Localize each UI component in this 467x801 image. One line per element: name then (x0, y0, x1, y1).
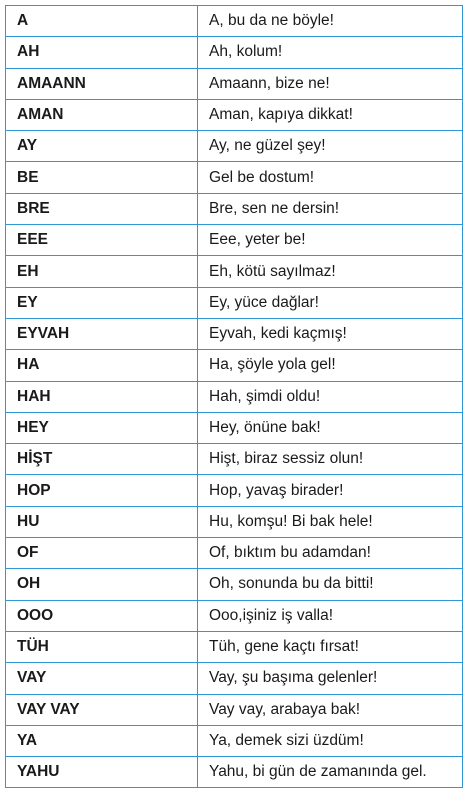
table-body (6, 6, 463, 788)
example-sentence: Hah, şimdi oldu! (198, 381, 463, 412)
table-row (6, 37, 463, 68)
interjection-word: A (6, 6, 198, 37)
interjection-word: YA (6, 725, 198, 756)
table-row (6, 475, 463, 506)
example-sentence: Oh, sonunda bu da bitti! (198, 569, 463, 600)
example-sentence: Vay vay, arabaya bak! (198, 694, 463, 725)
interjection-word: HA (6, 350, 198, 381)
table-row (6, 162, 463, 193)
example-sentence: Eee, yeter be! (198, 225, 463, 256)
interjection-word: TÜH (6, 631, 198, 662)
example-sentence: Hu, komşu! Bi bak hele! (198, 506, 463, 537)
table-row (6, 193, 463, 224)
interjection-word: AMAANN (6, 68, 198, 99)
table-row (6, 412, 463, 443)
interjection-word: BE (6, 162, 198, 193)
example-sentence: Amaann, bize ne! (198, 68, 463, 99)
table-row (6, 381, 463, 412)
interjection-table-container (5, 5, 462, 788)
example-sentence: Hişt, biraz sessiz olun! (198, 444, 463, 475)
interjection-word: VAY (6, 663, 198, 694)
example-sentence: Ooo,işiniz iş valla! (198, 600, 463, 631)
table-row (6, 256, 463, 287)
interjection-word: EEE (6, 225, 198, 256)
interjection-word: AH (6, 37, 198, 68)
table-row (6, 131, 463, 162)
interjection-word: OF (6, 538, 198, 569)
interjection-word: HİŞT (6, 444, 198, 475)
interjection-word: VAY VAY (6, 694, 198, 725)
interjection-word: HU (6, 506, 198, 537)
table-row (6, 444, 463, 475)
table-row (6, 631, 463, 662)
example-sentence: Bre, sen ne dersin! (198, 193, 463, 224)
interjection-word: AY (6, 131, 198, 162)
example-sentence: Hey, önüne bak! (198, 412, 463, 443)
table-row (6, 538, 463, 569)
interjection-word: BRE (6, 193, 198, 224)
table-row (6, 225, 463, 256)
interjection-table (5, 5, 463, 788)
example-sentence: Ey, yüce dağlar! (198, 287, 463, 318)
example-sentence: Of, bıktım bu adamdan! (198, 538, 463, 569)
example-sentence: A, bu da ne böyle! (198, 6, 463, 37)
interjection-word: HEY (6, 412, 198, 443)
table-row (6, 725, 463, 756)
table-row (6, 68, 463, 99)
example-sentence: Hop, yavaş birader! (198, 475, 463, 506)
table-row (6, 6, 463, 37)
table-row (6, 318, 463, 349)
interjection-word: OOO (6, 600, 198, 631)
table-row (6, 569, 463, 600)
example-sentence: Vay, şu başıma gelenler! (198, 663, 463, 694)
table-row (6, 506, 463, 537)
table-row (6, 600, 463, 631)
example-sentence: Ya, demek sizi üzdüm! (198, 725, 463, 756)
interjection-word: HAH (6, 381, 198, 412)
interjection-word: OH (6, 569, 198, 600)
example-sentence: Ay, ne güzel şey! (198, 131, 463, 162)
table-row (6, 663, 463, 694)
table-row (6, 694, 463, 725)
table-row (6, 350, 463, 381)
table-row (6, 757, 463, 788)
example-sentence: Tüh, gene kaçtı fırsat! (198, 631, 463, 662)
example-sentence: Aman, kapıya dikkat! (198, 99, 463, 130)
interjection-word: EYVAH (6, 318, 198, 349)
example-sentence: Eyvah, kedi kaçmış! (198, 318, 463, 349)
example-sentence: Ha, şöyle yola gel! (198, 350, 463, 381)
example-sentence: Eh, kötü sayılmaz! (198, 256, 463, 287)
interjection-word: HOP (6, 475, 198, 506)
interjection-word: EH (6, 256, 198, 287)
interjection-word: EY (6, 287, 198, 318)
table-row (6, 287, 463, 318)
interjection-word: YAHU (6, 757, 198, 788)
interjection-word: AMAN (6, 99, 198, 130)
example-sentence: Gel be dostum! (198, 162, 463, 193)
example-sentence: Yahu, bi gün de zamanında gel. (198, 757, 463, 788)
example-sentence: Ah, kolum! (198, 37, 463, 68)
table-row (6, 99, 463, 130)
